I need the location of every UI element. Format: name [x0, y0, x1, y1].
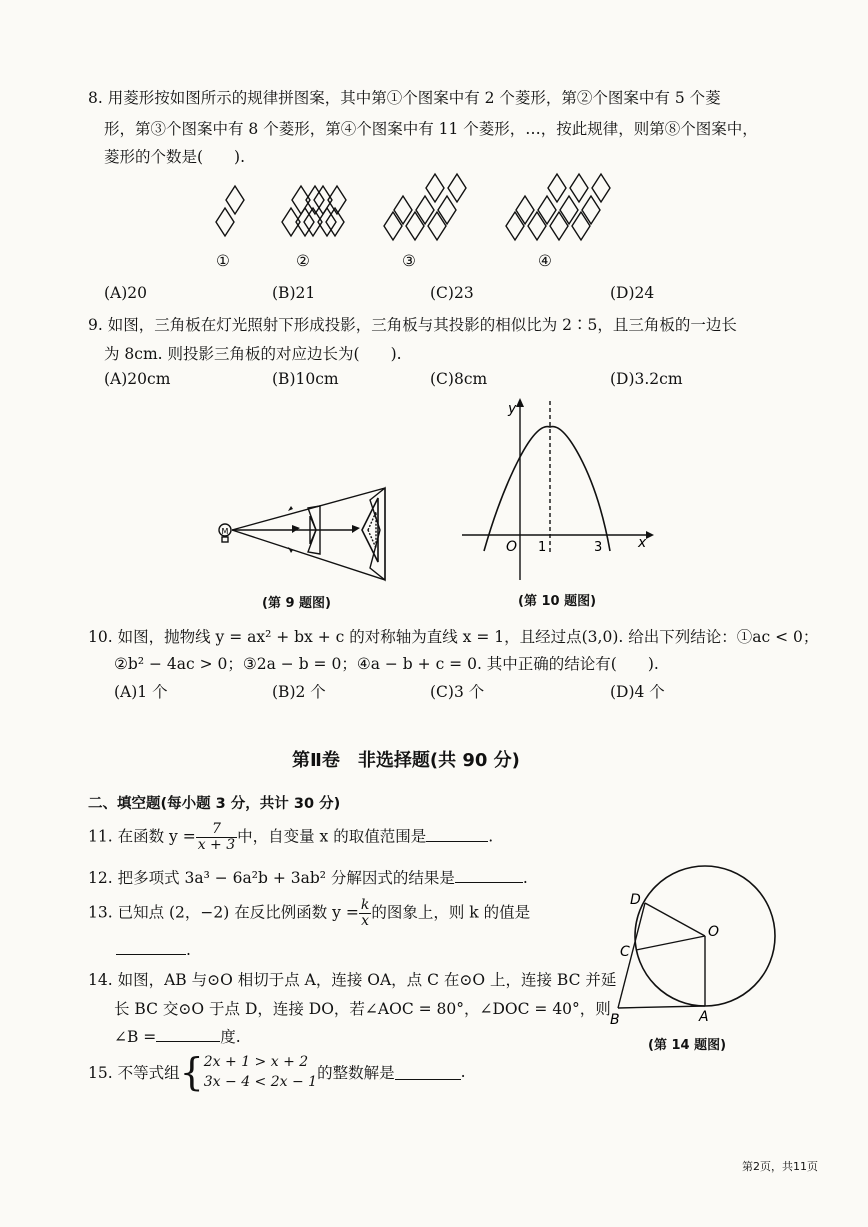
q15-brace: {: [179, 1050, 204, 1094]
q10-option-b: (B)2 个: [272, 683, 326, 701]
q11-end: .: [488, 827, 494, 846]
q8-line2: 形，第③个图案中有 8 个菱形，第④个图案中有 11 个菱形，…，按此规律，则第⑧个图案中，: [104, 120, 758, 138]
q13-frac-num: k: [360, 897, 370, 913]
q14-circle-figure: [608, 858, 788, 1028]
pattern-label-3: ③: [402, 252, 416, 270]
q13-end: .: [186, 941, 191, 959]
origin-label: O: [506, 539, 518, 555]
q12: [88, 866, 528, 888]
pattern-label-4: ④: [538, 252, 552, 270]
q8-rhombus-pattern-3: [370, 168, 490, 248]
pattern-label-2: ②: [296, 252, 310, 270]
q10-parabola-figure: [460, 395, 660, 585]
segment-ab: [618, 1006, 705, 1008]
q8-rhombus-pattern-4: [492, 168, 632, 248]
q9-caption: (第 9 题图): [262, 596, 331, 611]
q11-answer-blank[interactable]: [426, 827, 488, 842]
x-axis-label: x: [638, 535, 647, 551]
segment-od: [645, 903, 705, 936]
q9-option-c: (C)8cm: [430, 370, 488, 388]
q8-option-a: (A)20: [104, 284, 148, 302]
tick-1-label: 1: [538, 540, 547, 555]
point-d-label: D: [630, 892, 641, 908]
q13-line2: [116, 940, 191, 959]
q15-answer-blank[interactable]: [395, 1065, 461, 1080]
point-a-label: A: [699, 1009, 709, 1025]
q15-suffix: 的整数解是: [317, 1064, 395, 1082]
q10-option-c: (C)3 个: [430, 683, 485, 701]
q11-frac-num: 7: [196, 822, 237, 838]
q14-line3-suffix: 度.: [220, 1028, 241, 1046]
rhombus-pattern-1: [216, 186, 244, 236]
lamp-base-icon: [222, 537, 228, 542]
q10-line1: 10. 如图，抛物线 y = ax² + bx + c 的对称轴为直线 x = 1，且经过点(3,0). 给出下列结论：①ac < 0；: [88, 628, 819, 646]
q11: [88, 822, 493, 853]
q13: [88, 898, 530, 929]
q14-line2: 长 BC 交⊙O 于点 D，连接 DO，若∠AOC = 80°，∠DOC = 40°，则: [114, 1000, 611, 1018]
q8-option-c: (C)23: [430, 284, 474, 302]
q9-projection-figure: [210, 478, 400, 588]
q15-prefix: 15. 不等式组: [88, 1064, 180, 1082]
q12-end: .: [522, 869, 528, 887]
q13-answer-blank[interactable]: [116, 940, 186, 955]
q10-line2: ②b² − 4ac > 0；③2a − b = 0；④a − b + c = 0. 其中正确的结论有( ).: [114, 655, 659, 673]
q14-answer-blank[interactable]: [156, 1027, 220, 1042]
q12-text: 12. 把多项式 3a³ − 6a²b + 3ab² 分解因式的结果是: [88, 869, 455, 887]
q15-system: [204, 1052, 317, 1092]
q13-frac-den: x: [361, 913, 370, 929]
q15-end: .: [460, 1063, 466, 1081]
q14-line1: 14. 如图，AB 与⊙O 相切于点 A，连接 OA，点 C 在⊙O 上，连接 BC 并延: [88, 971, 617, 989]
q9-option-b: (B)10cm: [272, 370, 339, 388]
point-c-label: C: [620, 944, 630, 960]
page-footer: 第2页，共11页: [742, 1160, 818, 1173]
q8-line1: 8. 用菱形按如图所示的规律拼图案，其中第①个图案中有 2 个菱形，第②个图案中有 5 个菱: [88, 89, 721, 107]
point-b-label: B: [610, 1012, 620, 1028]
q14-line3-prefix: ∠B =: [114, 1028, 157, 1046]
segment-oc: [636, 936, 705, 950]
lamp-label: M: [221, 527, 229, 536]
q8-option-b: (B)21: [272, 284, 316, 302]
q13-fraction: [359, 898, 371, 929]
q14-caption: (第 14 题图): [648, 1038, 727, 1053]
q12-answer-blank[interactable]: [455, 868, 523, 883]
q11-fraction: [196, 822, 237, 853]
section-2-title: 第Ⅱ卷 非选择题(共 90 分): [292, 750, 520, 771]
fill-in-header: 二、填空题(每小题 3 分，共计 30 分): [88, 796, 341, 812]
parabola-curve: [484, 427, 610, 551]
q10-option-d: (D)4 个: [610, 683, 665, 701]
q8-line3: 菱形的个数是( ).: [104, 148, 246, 166]
q13-prefix: 13. 已知点 (2，−2) 在反比例函数 y =: [88, 903, 359, 922]
pattern-label-1: ①: [216, 252, 230, 270]
q11-frac-den: x + 3: [197, 837, 236, 853]
q9-line1: 9. 如图，三角板在灯光照射下形成投影，三角板与其投影的相似比为 2∶5，且三角板的一边长: [88, 316, 737, 334]
q10-caption: (第 10 题图): [518, 594, 597, 609]
q9-option-d: (D)3.2cm: [610, 370, 683, 388]
q11-suffix: 中，自变量 x 的取值范围是: [237, 827, 427, 846]
q9-line2: 为 8cm. 则投影三角板的对应边长为( ).: [104, 345, 402, 363]
q10-option-a: (A)1 个: [114, 683, 168, 701]
q15-ineq2: 3x − 4 < 2x − 1: [203, 1074, 318, 1090]
q9-option-a: (A)20cm: [104, 370, 171, 388]
q13-suffix: 的图象上，则 k 的值是: [371, 903, 531, 922]
q11-prefix: 11. 在函数 y =: [88, 827, 196, 846]
q8-option-d: (D)24: [610, 284, 655, 302]
q15: [88, 1052, 466, 1092]
q14-line3: [114, 1025, 241, 1047]
q15-ineq1: 2x + 1 > x + 2: [203, 1054, 309, 1070]
tick-3-label: 3: [594, 540, 603, 555]
y-axis-label: y: [508, 401, 517, 417]
point-o-label: O: [708, 924, 720, 940]
